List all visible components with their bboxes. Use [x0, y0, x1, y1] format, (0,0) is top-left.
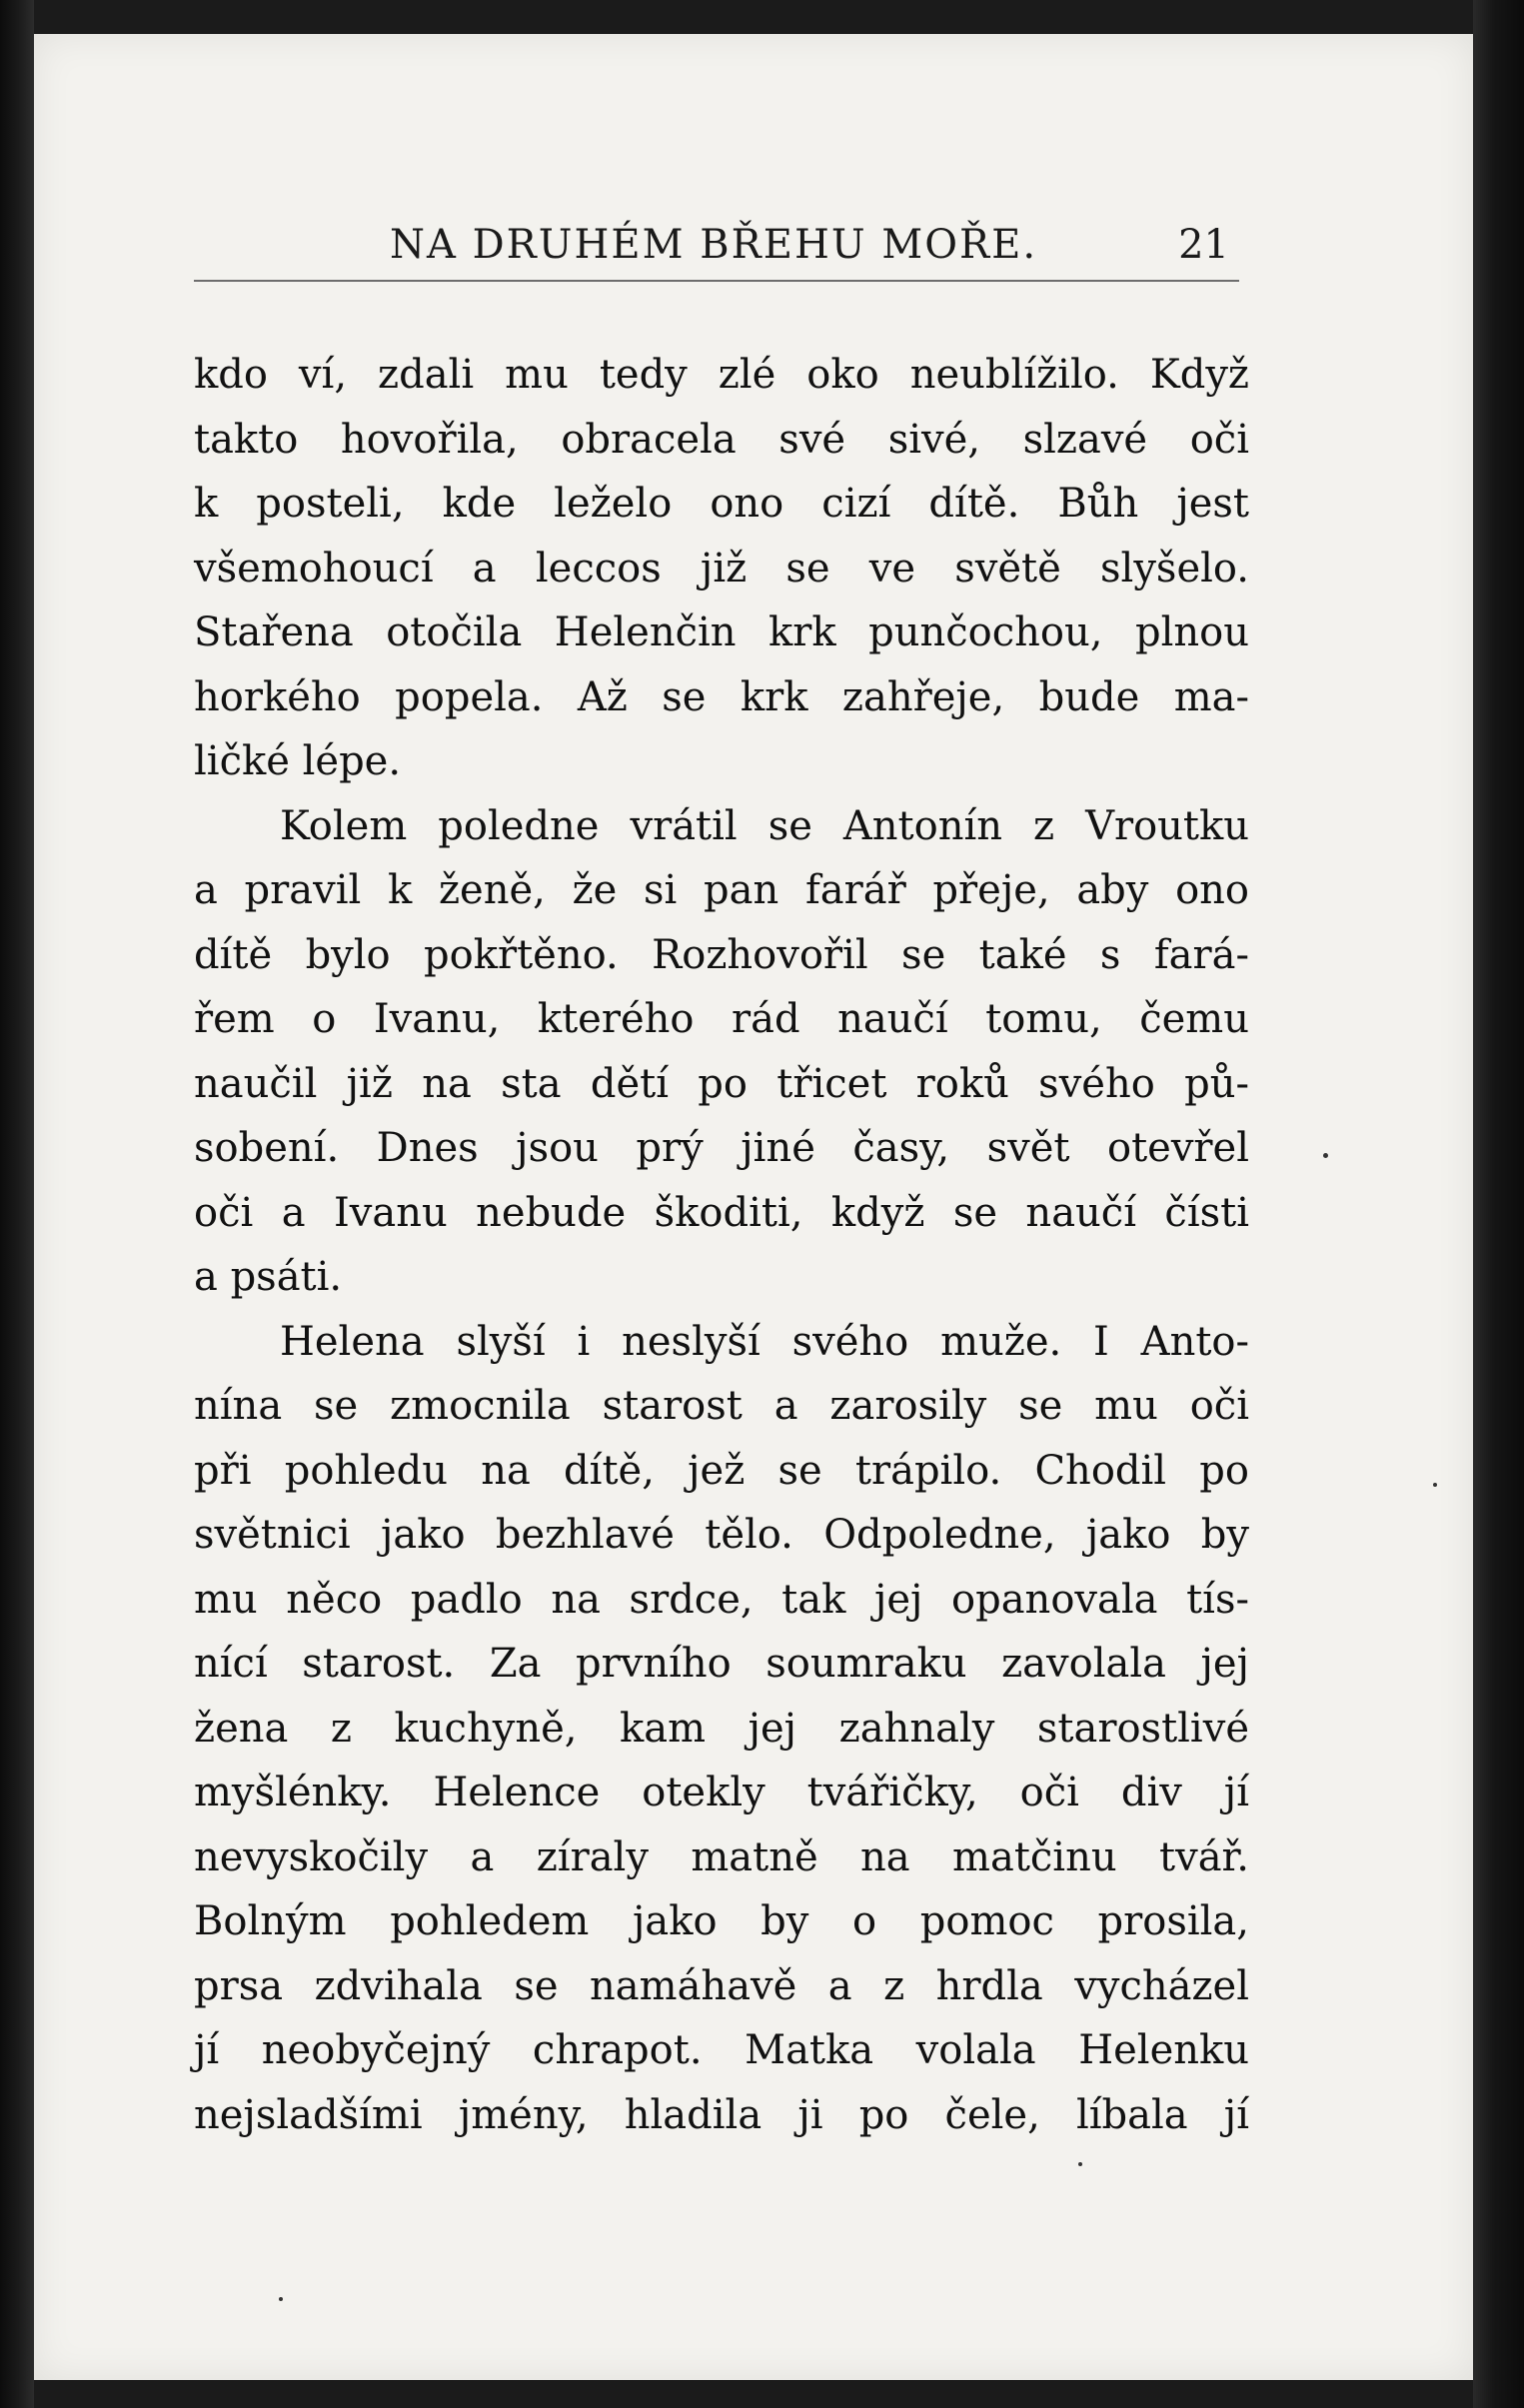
- text-line: sobení. Dnes jsou prý jiné časy, svět otevřel: [194, 1125, 1249, 1171]
- text-line: k posteli, kde leželo ono cizí dítě. Bůh jest: [194, 481, 1249, 527]
- text-line: světnici jako bezhlavé tělo. Odpoledne, jako by: [194, 1512, 1249, 1558]
- text-line: nejsladšími jmény, hladila ji po čele, líbala jí: [194, 2091, 1249, 2138]
- text-line: žena z kuchyně, kam jej zahnaly starostlivé: [194, 1705, 1249, 1752]
- text-line: a pravil k ženě, že si pan farář přeje, aby ono: [194, 867, 1249, 913]
- paragraph: [194, 1310, 1249, 2148]
- text-line: ličké lépe.: [194, 738, 402, 784]
- text-line: Kolem poledne vrátil se Antonín z Vroutku: [280, 802, 1249, 849]
- text-line: prsa zdvihala se namáhavě a z hrdla vycházel: [194, 1962, 1249, 2009]
- text-line: Bolným pohledem jako by o pomoc prosila,: [194, 1898, 1249, 1944]
- text-line: Helena slyší i neslyší svého muže. I Anto-: [280, 1318, 1249, 1365]
- text-line: oči a Ivanu nebude škoditi, když se naučí čísti: [194, 1189, 1249, 1236]
- text-line: a psáti.: [194, 1254, 343, 1300]
- paper-speck: [279, 2297, 283, 2301]
- text-line: jí neobyčejný chrapot. Matka volala Helenku: [194, 2027, 1249, 2073]
- paper-speck: [1433, 1483, 1437, 1487]
- text-line: řem o Ivanu, kterého rád naučí tomu, čemu: [194, 996, 1249, 1042]
- text-line: naučil již na sta dětí po třicet roků svého pů-: [194, 1060, 1249, 1107]
- text-line: při pohledu na dítě, jež se trápilo. Chodil po: [194, 1447, 1249, 1494]
- text-line: nína se zmocnila starost a zarosily se mu oči: [194, 1383, 1249, 1429]
- text-line: myšlénky. Helence otekly tvářičky, oči div jí: [194, 1770, 1249, 1815]
- running-header: [194, 210, 1239, 282]
- text-line: Stařena otočila Helenčin krk punčochou, plnou: [194, 609, 1249, 655]
- running-title: NA DRUHÉM BŘEHU MOŘE.: [390, 222, 1038, 268]
- text-line: nící starost. Za prvního soumraku zavolala jej: [194, 1641, 1249, 1687]
- text-line: mu něco padlo na srdce, tak jej opanovala tís-: [194, 1576, 1249, 1623]
- text-line: takto hovořila, obracela své sivé, slzavé oči: [194, 416, 1249, 463]
- book-spine-shadow: [0, 0, 34, 2408]
- text-line: kdo ví, zdali mu tedy zlé oko neublížilo. Když: [194, 352, 1249, 398]
- text-line: všemohoucí a leccos již se ve světě slyšelo.: [194, 545, 1249, 592]
- paper-speck: [1323, 1153, 1328, 1158]
- text-line: nevyskočily a zíraly matně na matčinu tvář.: [194, 1833, 1249, 1880]
- text-line: horkého popela. Až se krk zahřeje, bude ma-: [194, 673, 1249, 720]
- page-number: 21: [1178, 222, 1229, 268]
- page-edge-shadow: [1473, 0, 1524, 2408]
- paragraph: [194, 343, 1249, 794]
- paragraph: [194, 794, 1249, 1310]
- paper-speck: [1078, 2162, 1082, 2166]
- text-line: dítě bylo pokřtěno. Rozhovořil se také s fará-: [194, 931, 1249, 978]
- body-text: [194, 343, 1249, 2147]
